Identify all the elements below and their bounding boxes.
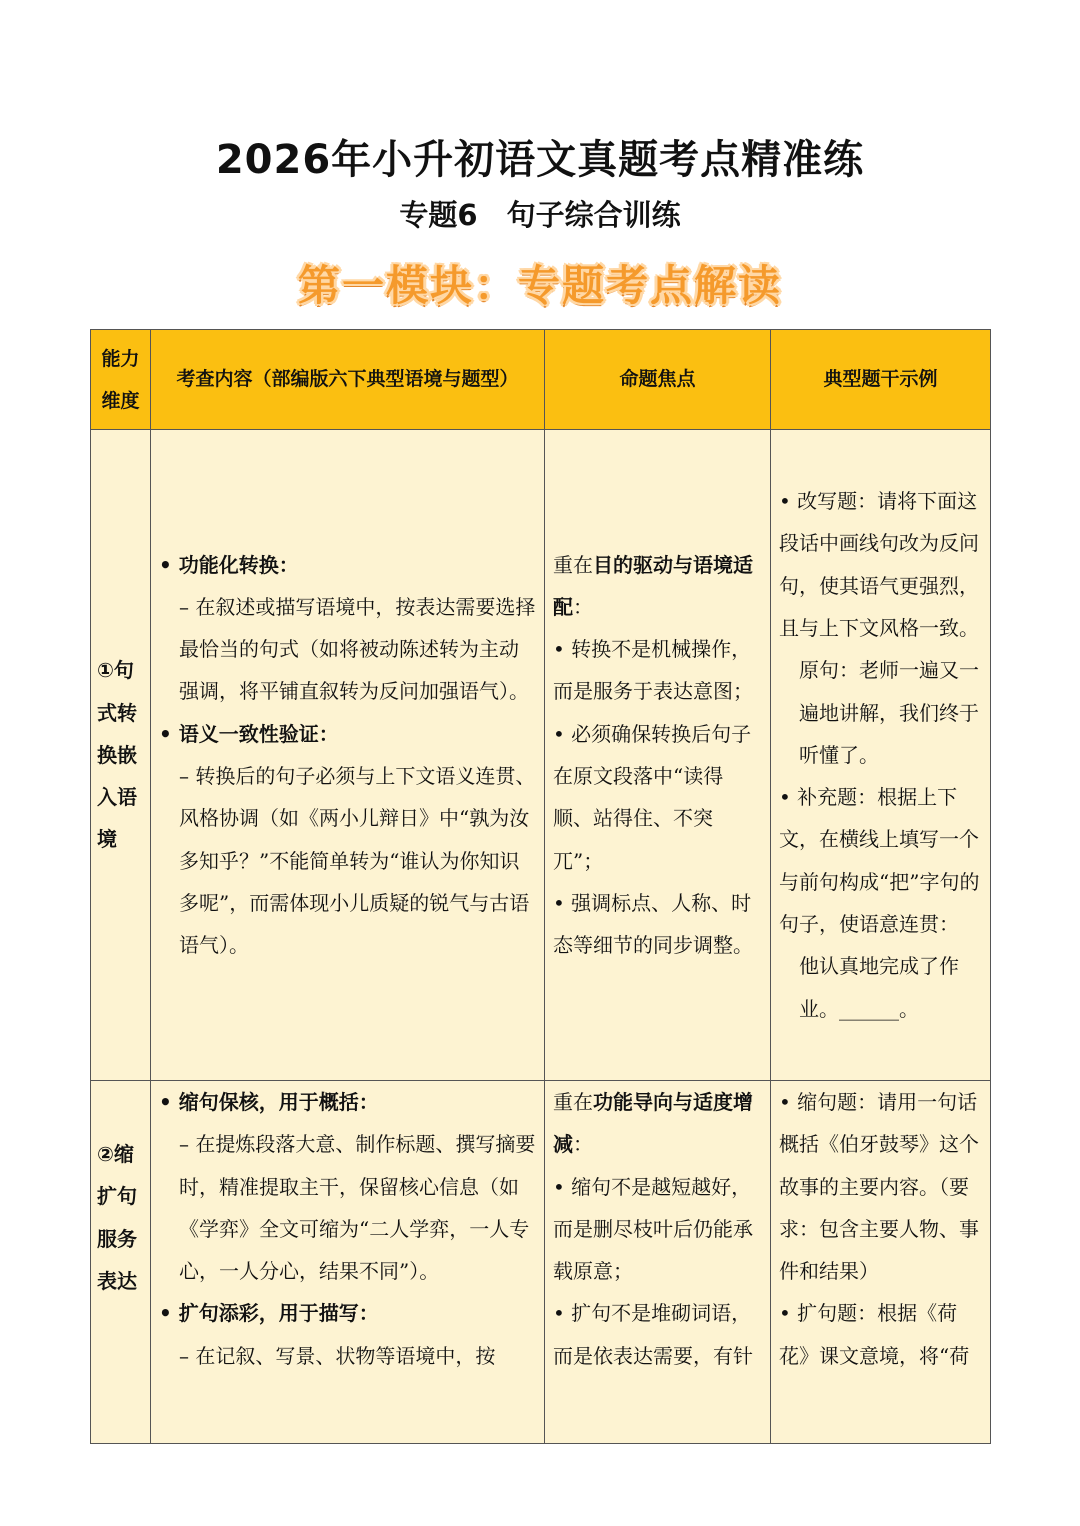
example-item: 他认真地完成了作业。______。: [799, 954, 959, 1021]
content-cell: [151, 1081, 545, 1444]
header-example: 典型题干示例: [771, 330, 991, 430]
example-cell: [771, 1081, 991, 1444]
content-point-text: – 在提炼段落大意、制作标题、撰写摘要时，精准提取主干，保留核心信息（如《学弈》全文可缩为“二人学弈，一人专心，一人分心，结果不同”）。: [179, 1132, 536, 1284]
content-point-title: • 扩句添彩，用于描写：: [159, 1301, 379, 1326]
example-item: • 改写题：请将下面这段话中画线句改为反问句，使其语气更强烈，且与上下文风格一致。: [779, 489, 979, 640]
header-dimension: 能力维度: [91, 330, 151, 430]
focus-bullet: • 强调标点、人称、时态等细节的同步调整。: [553, 890, 753, 958]
exam-points-table: [90, 329, 991, 1444]
header-focus: 命题焦点: [545, 330, 771, 430]
content-point-title: • 语义一致性验证：: [159, 721, 339, 746]
header-content: 考查内容（部编版六下典型语境与题型）: [151, 330, 545, 430]
focus-bullet: • 转换不是机械操作，而是服务于表达意图；: [553, 637, 753, 704]
focus-lead: [553, 1081, 762, 1166]
example-cell: [771, 430, 991, 1081]
example-item: • 缩句题：请用一句话概括《伯牙鼓琴》这个故事的主要内容。（要求：包含主要人物、事件和结果）: [779, 1090, 979, 1284]
content-point-text: – 转换后的句子必须与上下文语义连贯、风格协调（如《两小儿辩日》中“孰为汝多知乎？”不能简单转为“谁认为你知识多呢”，而需体现小儿质疑的锐气与古语语气）。: [179, 764, 536, 958]
content-point-title: • 功能化转换：: [159, 552, 299, 577]
content-point-title: • 缩句保核，用于概括：: [159, 1090, 379, 1114]
example-item: • 扩句题：根据《荷花》课文意境，将“荷: [779, 1301, 970, 1368]
dimension-cell: ②缩扩句服务表达: [91, 1081, 151, 1444]
content-point-text: – 在叙述或描写语境中，按表达需要选择最恰当的句式（如将被动陈述转为主动强调，将平铺直叙转为反问加强语气）。: [179, 594, 536, 704]
page-subtitle: 专题6 句子综合训练: [399, 198, 681, 232]
table-header-row: [91, 330, 991, 430]
focus-cell: [545, 1081, 771, 1444]
focus-cell: [545, 430, 771, 1081]
focus-bullet: • 必须确保转换后句子在原文段落中“读得顺、站得住、不突兀”；: [553, 721, 752, 873]
focus-bullet: • 缩句不是越短越好，而是删尽枝叶后仍能承载原意；: [553, 1174, 753, 1284]
focus-lead-end: ：: [573, 1132, 593, 1157]
focus-lead-text: 重在: [553, 552, 593, 577]
focus-lead-bold: 功能导向与适度增减: [553, 1090, 753, 1157]
focus-lead: [553, 544, 762, 629]
content-cell: [151, 430, 545, 1081]
focus-lead-text: 重在: [553, 1090, 593, 1114]
page-title: 2026年小升初语文真题考点精准练: [215, 137, 865, 183]
focus-lead-end: ：: [573, 594, 593, 619]
example-item: 原句：老师一遍又一遍地讲解，我们终于听懂了。: [799, 658, 979, 767]
focus-lead-bold: 目的驱动与语境适配: [553, 552, 753, 619]
module-heading: 第一模块：专题考点解读: [297, 261, 782, 310]
content-point-text: – 在记叙、写景、状物等语境中，按: [179, 1343, 496, 1368]
example-item: • 补充题：根据上下文，在横线上填写一个与前句构成“把”字句的句子，使语意连贯：: [779, 785, 980, 937]
table-row: [91, 1081, 991, 1444]
table-row: [91, 430, 991, 1081]
focus-bullet: • 扩句不是堆砌词语，而是依表达需要，有针: [553, 1301, 753, 1368]
dimension-cell: ①句式转换嵌入语境: [91, 430, 151, 1081]
